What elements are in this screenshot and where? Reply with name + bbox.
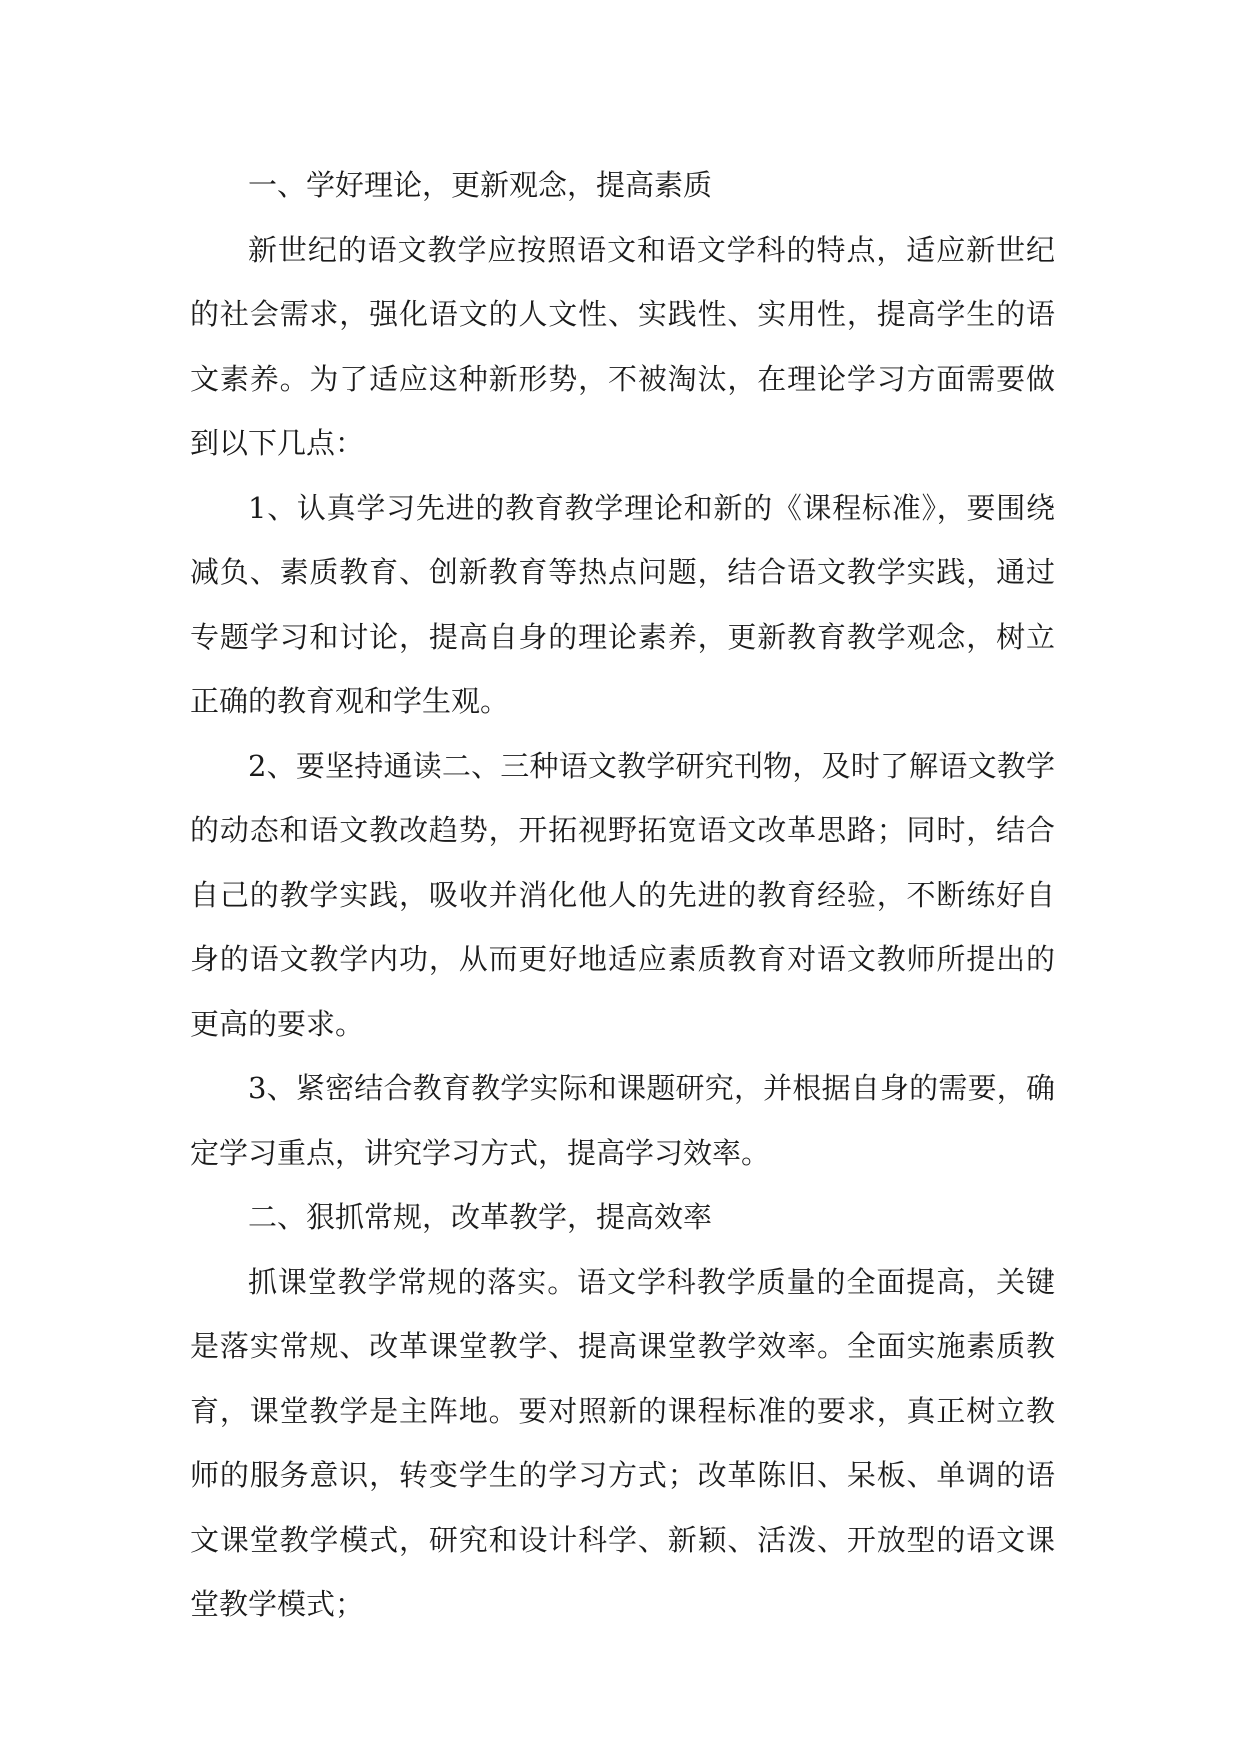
section-heading-2: 二、狠抓常规，改革教学，提高效率 <box>248 1200 713 1234</box>
paragraph-intro: 新世纪的语文教学应按照语文和语文学科的特点，适应新世纪的社会需求，强化语文的人文性、实践性、实用性，提高学生的语文素养。为了适应这种新形势，不被淘汰，在理论学习方面需要做到以下几点： <box>190 232 1055 460</box>
paragraph-classroom: 抓课堂教学常规的落实。语文学科教学质量的全面提高，关键是落实常规、改革课堂教学、提高课堂教学效率。全面实施素质教育，课堂教学是主阵地。要对照新的课程标准的要求，真正树立教师的服务意识，转变学生的学习方式；改革陈旧、呆板、单调的语文课堂教学模式，研究和设计科学、新颖、活泼、开放型的语文课堂教学模式； <box>190 1264 1055 1621</box>
section-heading-1: 一、学好理论，更新观念，提高素质 <box>248 168 713 202</box>
document-body <box>190 153 1055 1637</box>
paragraph-point-1: 1、认真学习先进的教育教学理论和新的《课程标准》，要围绕减负、素质教育、创新教育等热点问题，结合语文教学实践，通过专题学习和讨论，提高自身的理论素养，更新教育教学观念，树立正确的教育观和学生观。 <box>190 490 1055 718</box>
paragraph-point-2: 2、要坚持通读二、三种语文教学研究刊物，及时了解语文教学的动态和语文教改趋势，开拓视野拓宽语文改革思路；同时，结合自己的教学实践，吸收并消化他人的先进的教育经验，不断练好自身的语文教学内功，从而更好地适应素质教育对语文教师所提出的更高的要求。 <box>190 748 1055 1041</box>
paragraph-point-3: 3、紧密结合教育教学实际和课题研究，并根据自身的需要，确定学习重点，讲究学习方式，提高学习效率。 <box>190 1071 1055 1170</box>
